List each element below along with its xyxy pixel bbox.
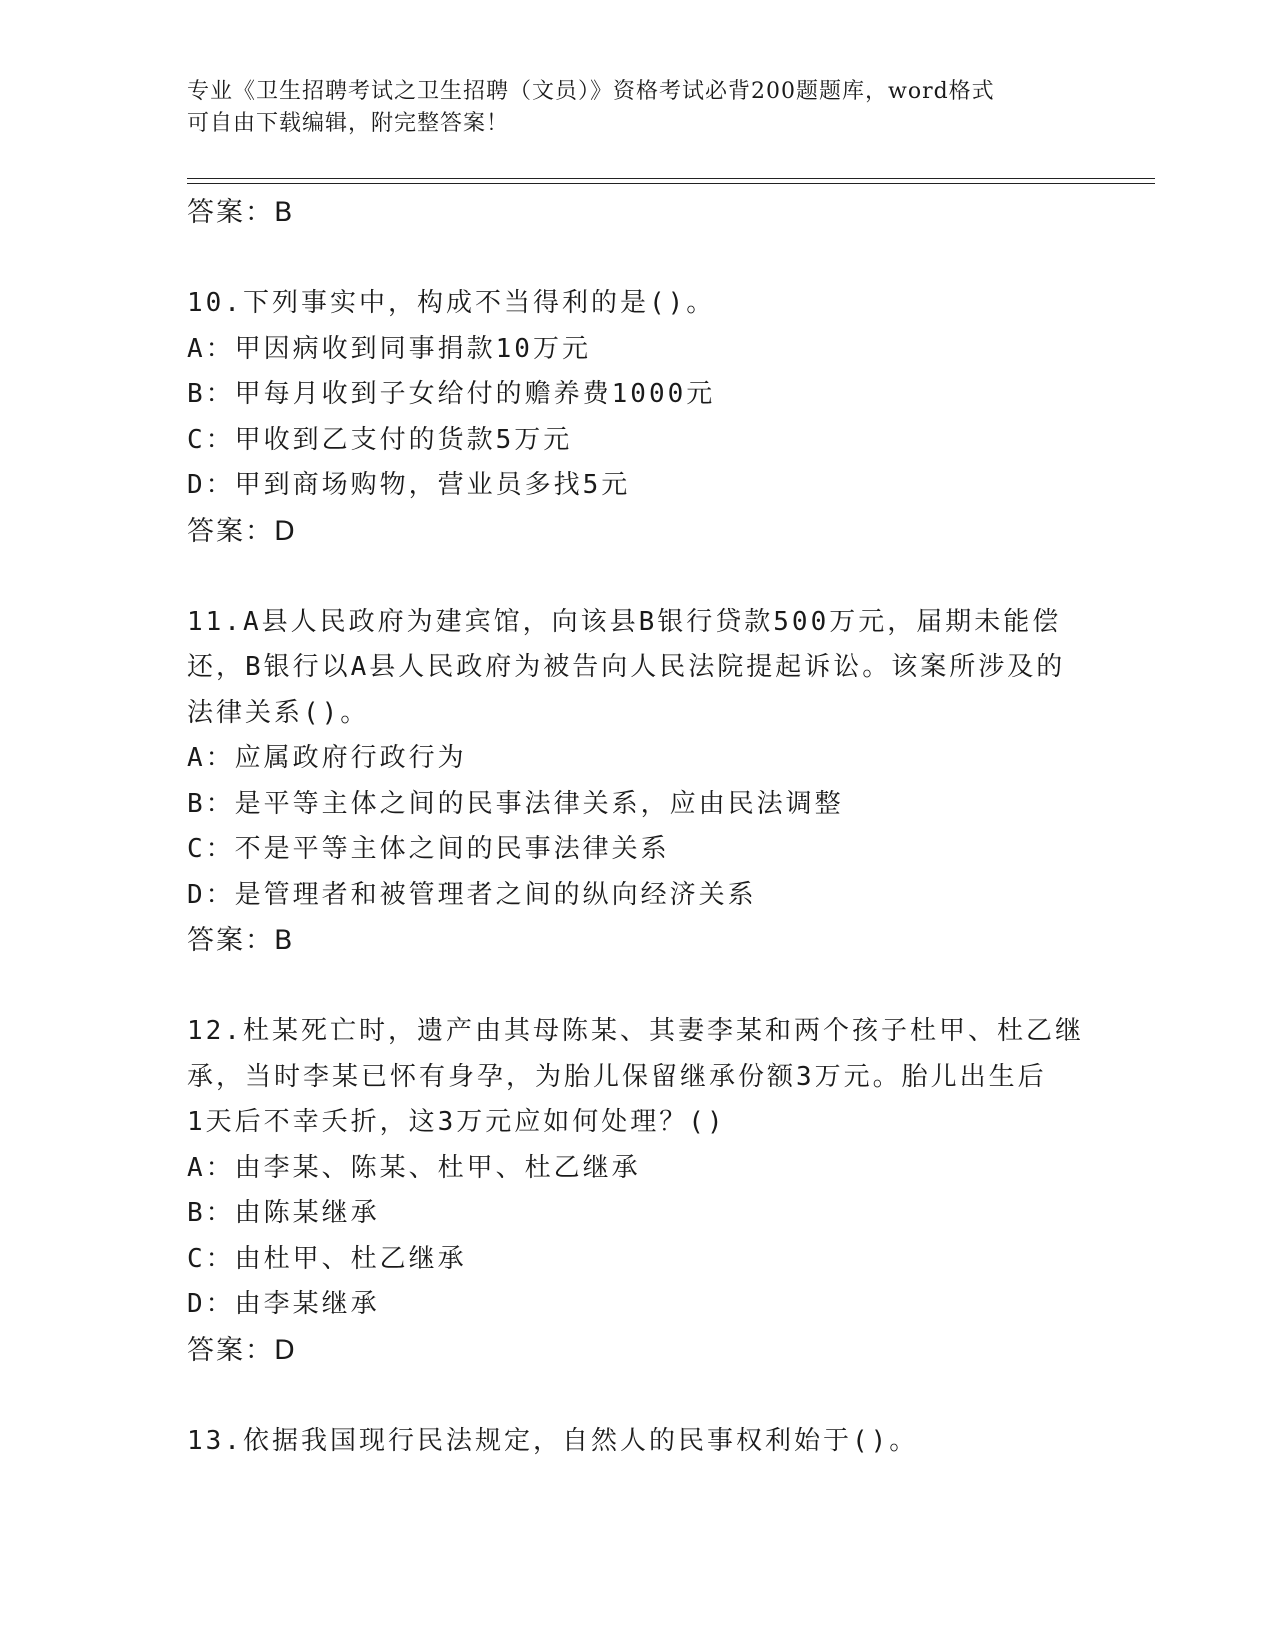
question-stem-line-3: 1天后不幸夭折，这3万元应如何处理？() (187, 1107, 726, 1137)
question-stem-line-1: 12.杜某死亡时，遗产由其母陈某、其妻李某和两个孩子杜甲、杜乙继 (187, 1016, 1084, 1046)
question-stem-line-2: 承，当时李某已怀有身孕，为胎儿保留继承份额3万元。胎儿出生后 (187, 1061, 1047, 1092)
answer: 答案：D (187, 1334, 297, 1366)
question-12 (187, 1009, 1087, 1373)
spacer (187, 236, 1087, 282)
option-c: C：由杜甲、杜乙继承 (187, 1243, 467, 1274)
option-b: B：由陈某继承 (187, 1198, 380, 1228)
header-divider-top (187, 178, 1155, 179)
answer: 答案：D (187, 515, 297, 547)
question-stem: 10.下列事实中，构成不当得利的是()。 (187, 288, 716, 318)
spacer (187, 964, 1087, 1010)
spacer (187, 1373, 1087, 1419)
question-13 (187, 1419, 1087, 1465)
option-c: C：不是平等主体之间的民事法律关系 (187, 834, 670, 864)
option-c: C：甲收到乙支付的货款5万元 (187, 424, 573, 455)
option-a: A：由李某、陈某、杜甲、杜乙继承 (187, 1152, 641, 1183)
option-b: B：甲每月收到子女给付的赡养费1000元 (187, 379, 716, 409)
spacer (187, 554, 1087, 600)
option-d: D：是管理者和被管理者之间的纵向经济关系 (187, 879, 757, 910)
question-stem-line-1: 11.A县人民政府为建宾馆，向该县B银行贷款500万元，届期未能偿 (187, 606, 1062, 637)
option-b: B：是平等主体之间的民事法律关系，应由民法调整 (187, 788, 844, 819)
question-10 (187, 281, 1087, 554)
header-line-1: 专业《卫生招聘考试之卫生招聘（文员）》资格考试必背200题题库，word格式 (187, 79, 995, 104)
question-stem-line-3: 法律关系()。 (187, 697, 370, 728)
header-divider-bottom (187, 183, 1155, 184)
option-d: D：甲到商场购物，营业员多找5元 (187, 470, 631, 500)
option-a: A：甲因病收到同事捐款10万元 (187, 333, 591, 364)
answer-previous: 答案：B (187, 197, 295, 228)
option-d: D：由李某继承 (187, 1289, 380, 1319)
document-header (187, 76, 1087, 140)
question-stem: 13.依据我国现行民法规定，自然人的民事权利始于()。 (187, 1425, 919, 1456)
option-a: A：应属政府行政行为 (187, 743, 467, 773)
question-stem-line-2: 还，B银行以A县人民政府为被告向人民法院提起诉讼。该案所涉及的 (187, 652, 1066, 682)
header-line-2: 可自由下载编辑，附完整答案！ (187, 111, 510, 136)
answer: 答案：B (187, 925, 295, 956)
question-11 (187, 600, 1087, 964)
question-list (187, 190, 1087, 1464)
